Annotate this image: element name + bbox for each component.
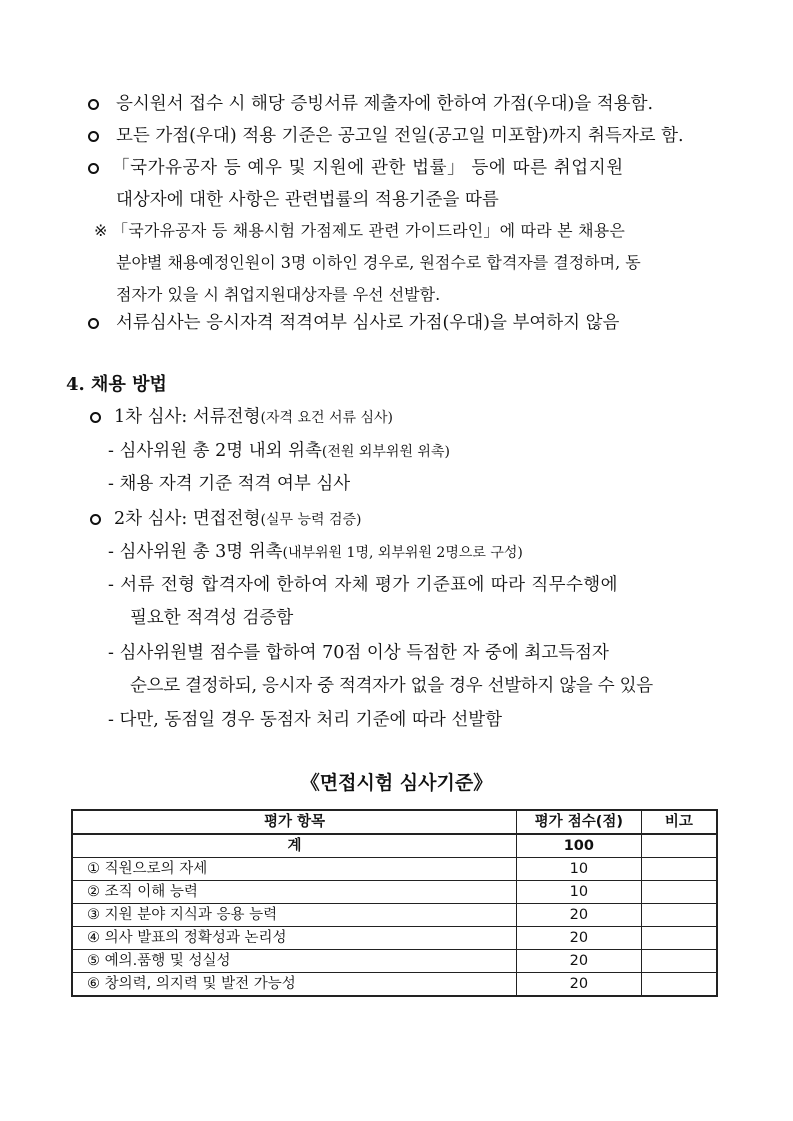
table-row (72, 858, 717, 881)
row-item: ② 조직 이해 능력 (72, 881, 517, 904)
stage1-item-2: - 채용 자격 기준 적격 여부 심사 (108, 474, 351, 494)
stage2-item-2-line2: 필요한 적격성 검증함 (130, 608, 294, 628)
table-row (72, 927, 717, 950)
paragraph-veterans-law-line1: 「국가유공자 등 예우 및 지원에 관한 법률」 등에 따른 취업지원 (112, 158, 624, 178)
row-score: 20 (517, 973, 642, 997)
row-score: 10 (517, 858, 642, 881)
stage1-label: 1차 심사: 서류전형 (114, 407, 261, 427)
circle-bullet-icon (90, 412, 101, 423)
table-row (72, 904, 717, 927)
row-score: 20 (517, 904, 642, 927)
stage2-item-3-line1: - 심사위원별 점수를 합하여 70점 이상 득점한 자 중에 최고득점자 (108, 643, 609, 663)
circle-bullet-icon (88, 318, 99, 329)
stage2-item-4: - 다만, 동점일 경우 동점자 처리 기준에 따라 선발함 (108, 710, 503, 730)
circle-bullet-icon (88, 131, 99, 142)
table-total-row (72, 834, 717, 858)
stage2-item-1 (108, 540, 523, 565)
stage1-item-1-main: - 심사위원 총 2명 내외 위촉 (108, 441, 322, 461)
note-guideline-line1: 「국가유공자 등 채용시험 가점제도 관련 가이드라인」에 따라 본 채용은 (112, 221, 626, 240)
total-label: 계 (72, 834, 517, 858)
circle-bullet-icon (90, 514, 101, 525)
stage2-label: 2차 심사: 면접전형 (114, 509, 261, 529)
row-item: ① 직원으로의 자세 (72, 858, 517, 881)
stage2-item-1-main: - 심사위원 총 3명 위촉 (108, 542, 283, 562)
stage2-heading (114, 507, 361, 532)
header-item: 평가 항목 (72, 810, 517, 834)
paragraph-veterans-law-line2: 대상자에 대한 사항은 관련법률의 적용기준을 따름 (116, 190, 499, 210)
note-guideline-line2: 분야별 채용예정인원이 3명 이하인 경우로, 원점수로 합격자를 결정하며, 동 (116, 253, 641, 272)
stage1-item-1 (108, 439, 450, 464)
circle-bullet-icon (88, 99, 99, 110)
table-title: 《면접시험 심사기준》 (300, 772, 493, 794)
row-score: 20 (517, 927, 642, 950)
stage1-note: (자격 요건 서류 심사) (260, 410, 393, 426)
row-note (641, 927, 717, 950)
note-mark: ※ (94, 221, 108, 240)
total-score: 100 (517, 834, 642, 858)
row-note (641, 904, 717, 927)
row-item: ④ 의사 발표의 정확성과 논리성 (72, 927, 517, 950)
stage2-note: (실무 능력 검증) (260, 512, 362, 528)
row-score: 10 (517, 881, 642, 904)
table-header-row (72, 810, 717, 834)
table-row (72, 881, 717, 904)
table-row (72, 973, 717, 997)
paragraph-bonus-criteria: 모든 가점(우대) 적용 기준은 공고일 전일(공고일 미포함)까지 취득자로 함. (116, 126, 684, 146)
header-score: 평가 점수(점) (517, 810, 642, 834)
row-score: 20 (517, 950, 642, 973)
stage2-item-3-line2: 순으로 결정하되, 응시자 중 적격자가 없을 경우 선발하지 않을 수 있음 (130, 676, 653, 696)
note-guideline-line3: 점자가 있을 시 취업지원대상자를 우선 선발함. (116, 285, 441, 304)
row-item: ⑤ 예의.품행 및 성실성 (72, 950, 517, 973)
total-note (641, 834, 717, 858)
row-note (641, 881, 717, 904)
stage2-item-1-note: (내부위원 1명, 외부위원 2명으로 구성) (282, 545, 523, 561)
stage1-item-1-note: (전원 외부위원 위촉) (321, 444, 450, 460)
paragraph-document-screening: 서류심사는 응시자격 적격여부 심사로 가점(우대)을 부여하지 않음 (116, 313, 620, 333)
section-title: 4. 채용 방법 (66, 374, 167, 395)
row-note (641, 858, 717, 881)
header-note: 비고 (641, 810, 717, 834)
interview-criteria-table (71, 809, 718, 997)
circle-bullet-icon (88, 163, 99, 174)
paragraph-application-bonus: 응시원서 접수 시 해당 증빙서류 제출자에 한하여 가점(우대)을 적용함. (116, 94, 654, 114)
stage1-heading (114, 405, 393, 430)
row-note (641, 950, 717, 973)
row-note (641, 973, 717, 997)
table-row (72, 950, 717, 973)
row-item: ⑥ 창의력, 의지력 및 발전 가능성 (72, 973, 517, 997)
row-item: ③ 지원 분야 지식과 응용 능력 (72, 904, 517, 927)
stage2-item-2-line1: - 서류 전형 합격자에 한하여 자체 평가 기준표에 따라 직무수행에 (108, 575, 618, 595)
